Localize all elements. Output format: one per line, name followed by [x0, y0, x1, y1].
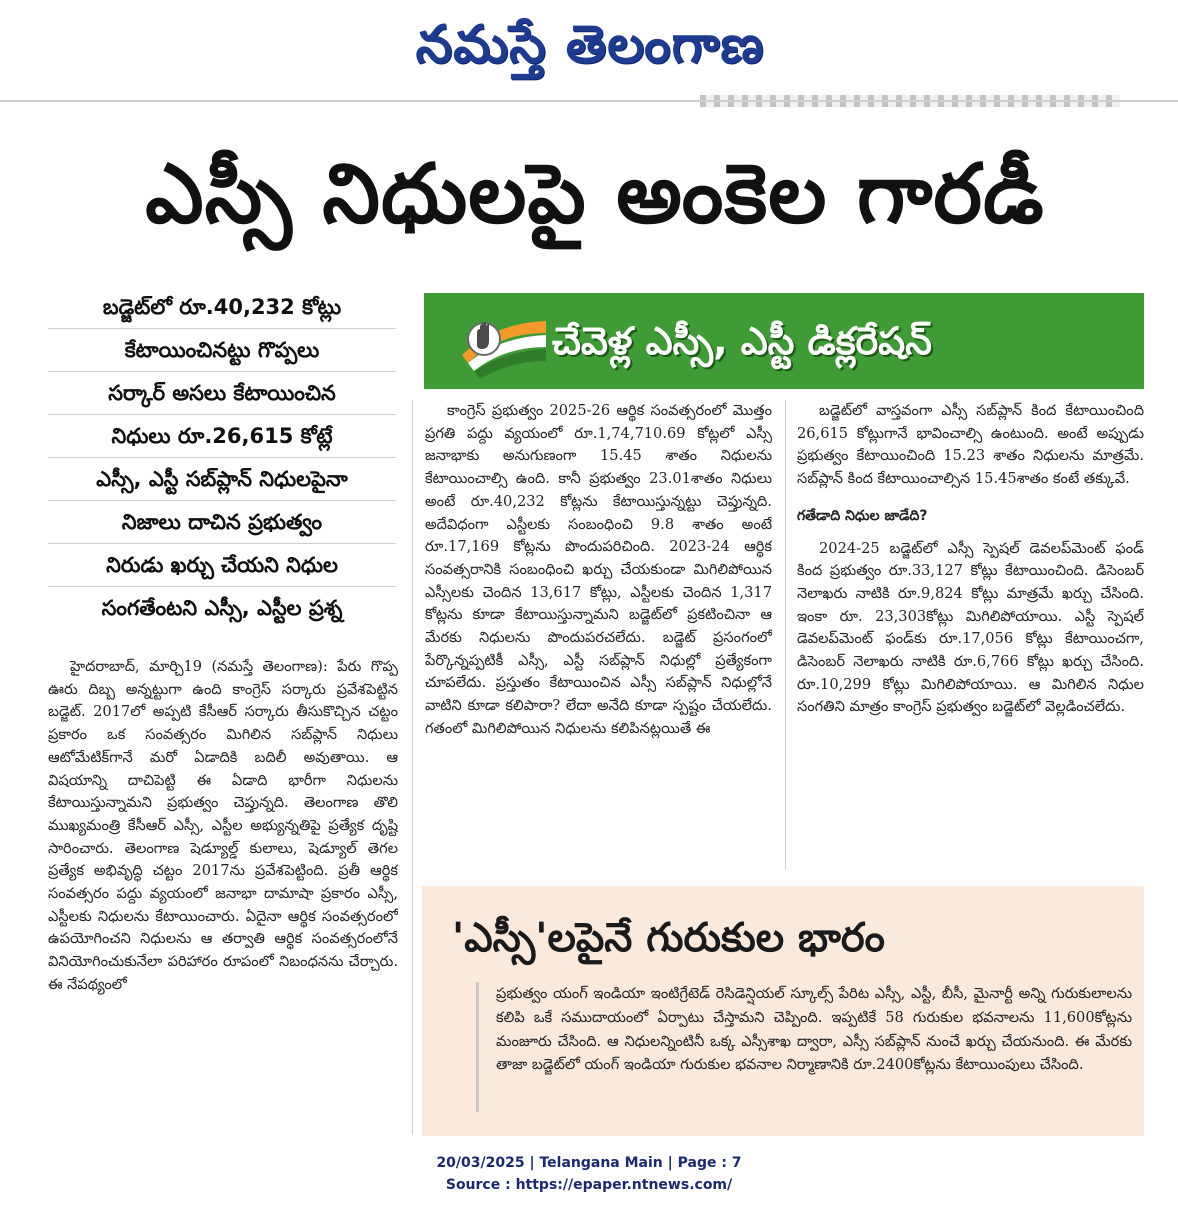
banner-title: చేవెళ్ల ఎస్సీ, ఎస్టీ డిక్లరేషన్ [552, 319, 932, 363]
congress-hand-emblem-icon [454, 303, 550, 379]
article-column-right [797, 400, 1144, 870]
footer-source-link[interactable]: Source : https://epaper.ntnews.com/ [445, 1177, 733, 1193]
article-column-left [48, 656, 398, 1118]
summary-line: సంగతేంటని ఎస్సీ, ఎస్టీల ప్రశ్న [101, 596, 343, 620]
summary-line: నిరుడు ఖర్చు చేయని నిధుల [48, 544, 396, 587]
sidebar-box-body: ప్రభుత్వం యంగ్ ఇండియా ఇంటిగ్రేటెడ్ రెసిడెన్షియల్ స్కూల్స్ పేరిట ఎస్సీ, ఎస్టీ, బీసీ, మైనార్టీ అన్ని గురుకులాలను కలిపి ఒకే సముదాయంలో ఏర్పాటు చేస్తామని చెప్పింది. ఇప్పటికే 58 గురుకుల భవనాలను 11,600కోట్లను మంజూరు చేసింది. ఆ నిధులన్నింటినీ ఒక్క ఎస్సీశాఖ ద్వారా, ఎస్సీ సబ్‌ప్లాన్ నుంచే ఖర్చు చేయనుంది. ఈ మేరకు తాజా బడ్జెట్‌లో యంగ్ ఇండియా గురుకుల భవనాల నిర్మాణానికి రూ.2400కోట్లను కేటాయింపులు చేసింది. [496, 985, 1132, 1074]
summary-line: బడ్జెట్‌లో రూ.40,232 కోట్లు [48, 286, 396, 329]
column-divider [785, 400, 786, 870]
newspaper-title: నమస్తే తెలంగాణ [415, 14, 765, 75]
declaration-banner [424, 293, 1144, 389]
summary-line: నిధులు రూ.26,615 కోట్లే [48, 415, 396, 458]
summary-line: కేటాయించినట్టు గొప్పలు [48, 329, 396, 372]
sidebar-box-rule [476, 982, 479, 1112]
summary-block [48, 286, 396, 630]
summary-line: సర్కార్ అసలు కేటాయించిన [48, 372, 396, 415]
article-subheading: గతేడాది నిధుల జాడేది? [797, 507, 928, 524]
masthead [0, 0, 1178, 100]
article-column-middle [425, 400, 772, 870]
masthead-divider [0, 100, 1178, 102]
article-paragraph: బడ్జెట్‌లో వాస్తవంగా ఎస్సీ సబ్‌ప్లాన్ కింద కేటాయించింది 26,615 కోట్లుగానే భావించాల్సి ఉంటుంది. అంటే అప్పుడు ప్రభుత్వం కేటాయించింది 15.23 శాతం నిధులను మాత్రమే. సబ్‌ప్లాన్ కింద కేటాయించాల్సిన 15.45శాతం కంటే తక్కువే. [797, 402, 1144, 488]
headline: ఎస్సీ నిధులపై అంకెల గారడీ [145, 147, 1045, 242]
page-footer [0, 1152, 1178, 1196]
sidebar-box-title: 'ఎస్సీ'లపైనే గురుకుల భారం [452, 915, 885, 961]
summary-line: నిజాలు దాచిన ప్రభుత్వం [48, 501, 396, 544]
article-paragraph: హైదరాబాద్, మార్చి19 (నమస్తే తెలంగాణ): పేరు గొప్ప ఊరు దిబ్బ అన్నట్టుగా ఉంది కాంగ్రెస్ సర్కారు ప్రవేశపెట్టిన బడ్జెట్. 2017లో అప్పటి కేసీఆర్ సర్కారు తీసుకొచ్చిన చట్టం ప్రకారం ఒక సంవత్సరం మిగిలిన సబ్‌ప్లాన్ నిధులు ఆటోమేటిక్‌గానే మరో ఏడాదికి బదిలీ అవుతాయి. ఆ విషయాన్ని దాచిపెట్టి ఈ ఏడాది భారీగా నిధులను కేటాయిస్తున్నామని ప్రభుత్వం చెప్తున్నది. తెలంగాణ తొలి ముఖ్యమంత్రి కేసీఆర్ ఎస్సీ, ఎస్టీల అభ్యున్నతిపై ప్రత్యేక దృష్టి సారించారు. తెలంగాణ షెడ్యూల్డ్ కులాలు, షెడ్యూల్ తెగల ప్రత్యేక అభివృద్ధి చట్టం 2017ను ప్రవేశపెట్టింది. ప్రతీ ఆర్థిక సంవత్సరం పద్దు వ్యయంలో జనాభా దామాషా ప్రకారం ఎస్సీ, ఎస్టీలకు నిధులను కేటాయించారు. ఏదైనా ఆర్థిక సంవత్సరంలో ఉపయోగించని నిధులను ఆ తర్వాతి ఆర్థిక సంవత్సరంలోనే వినియోగించుకునేలా పరిహారం రూపంలో నిబంధనను చేర్చారు. ఈ నేపథ్యంలో [48, 658, 398, 993]
article-paragraph: 2024-25 బడ్జెట్‌లో ఎస్సీ స్పెషల్ డెవలప్‌మెంట్ ఫండ్ కింద ప్రభుత్వం రూ.33,127 కోట్లు కేటాయించింది. డిసెంబర్ నెలాఖరు నాటికి రూ.9,824 కోట్లు మాత్రమే ఖర్చు చేసింది. ఇంకా రూ. 23,303కోట్లు మిగిలిపోయాయి. ఎస్టీ స్పెషల్ డెవలప్‌మెంట్ ఫండ్‌కు రూ.17,056 కోట్లు కేటాయించగా, డిసెంబర్ నెలాఖరు నాటికి రూ.6,766 కోట్లు ఖర్చు చేసింది. రూ.10,299 కోట్లు మిగిలిపోయాయి. ఆ మిగిలిన నిధుల సంగతిని మాత్రం కాంగ్రెస్ ప్రభుత్వం బడ్జెట్‌లో వెల్లడించలేదు. [797, 539, 1144, 716]
article-paragraph: కాంగ్రెస్ ప్రభుత్వం 2025-26 ఆర్థిక సంవత్సరంలో మొత్తం ప్రగతి పద్దు వ్యయంలో రూ.1,74,710.69 కోట్లలో ఎస్సీ జనాభాకు అనుగుణంగా 15.45 శాతం నిధులను కేటాయించాల్సి ఉంది. కానీ ప్రభుత్వం 23.01శాతం నిధులు అంటే రూ.40,232 కోట్లను కేటాయిస్తున్నట్టు చెప్తున్నది. అదేవిధంగా ఎస్టీలకు సంబంధించి 9.8 శాతం అంటే రూ.17,169 కోట్లను పొందుపరిచింది. 2023-24 ఆర్థిక సంవత్సరానికి సంబంధించి ఖర్చు చేయకుండా మిగిలిపోయిన ఎస్సీలకు చెందిన 13,617 కోట్లు, ఎస్టీలకు చెందిన 1,317 కోట్లను కూడా కేటాయిస్తున్నామని బడ్జెట్‌లో ప్రకటించినా ఆ మేరకు నిధులను పొందుపరచలేదు. బడ్జెట్ ప్రసంగంలో పేర్కొన్నప్పటికీ ఎస్సీ, ఎస్టీ సబ్‌ప్లాన్ నిధుల్లో ప్రత్యేకంగా చూపలేదు. ప్రస్తుతం కేటాయించిన ఎస్సీ సబ్‌ప్లాన్ నిధుల్లోనే వాటిని కూడా కలిపారా? లేదా అనేది కూడా స్పష్టం చేయలేదు. గతంలో మిగిలిపోయిన నిధులను కలిపినట్లయితే ఈ [425, 402, 772, 737]
footer-date-line: 20/03/2025 | Telangana Main | Page : 7 [436, 1155, 742, 1171]
sidebar-box [422, 886, 1144, 1136]
summary-line: ఎస్సీ, ఎస్టీ సబ్‌ప్లాన్ నిధులపైనా [48, 458, 396, 501]
column-divider [412, 400, 413, 1135]
